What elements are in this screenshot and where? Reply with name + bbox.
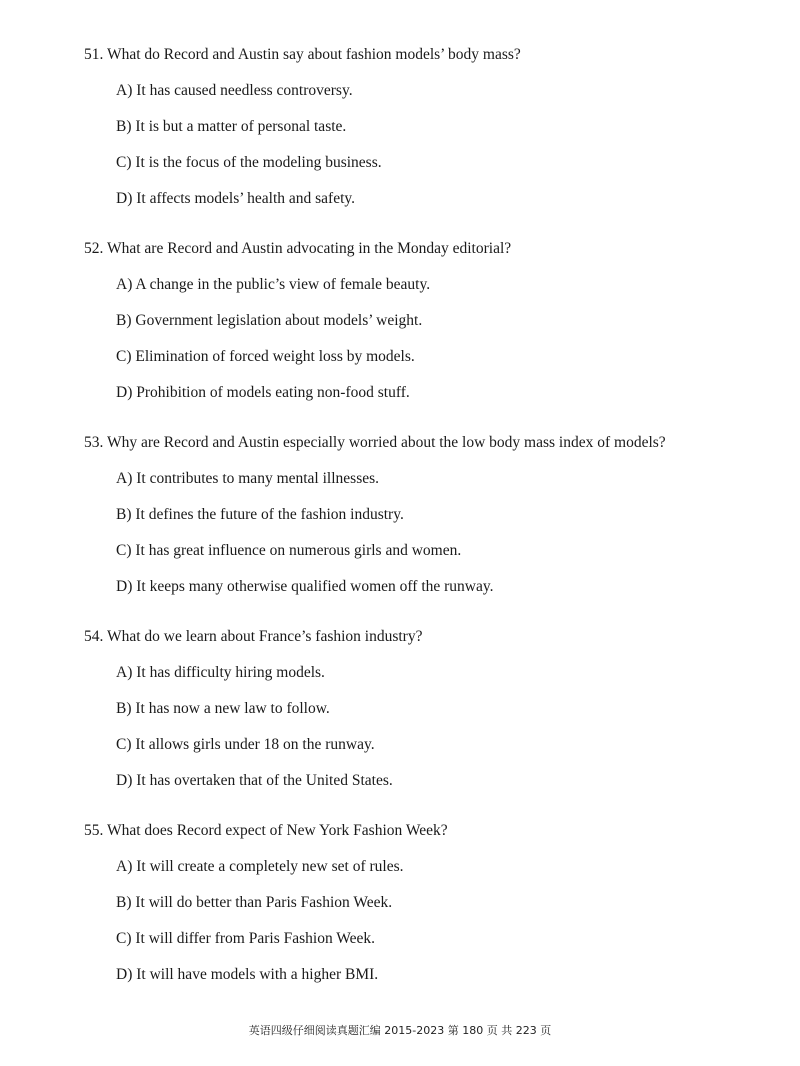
option-c: C) It has great influence on numerous girls and women. (116, 542, 462, 559)
question-51 (84, 44, 764, 210)
question-stem: 55. What does Record expect of New York Fashion Week? (84, 822, 448, 839)
question-52 (84, 238, 764, 404)
option-a: A) It has difficulty hiring models. (116, 664, 325, 681)
option-d: D) Prohibition of models eating non-food stuff. (116, 384, 410, 401)
option-b: B) It has now a new law to follow. (116, 700, 330, 717)
option-c: C) It will differ from Paris Fashion Week. (116, 930, 376, 947)
option-b: B) Government legislation about models’ weight. (116, 312, 423, 329)
option-d: D) It will have models with a higher BMI. (116, 966, 379, 983)
option-a: A) A change in the public’s view of female beauty. (116, 276, 431, 293)
question-53 (84, 432, 764, 598)
question-54 (84, 626, 764, 792)
option-a: A) It will create a completely new set of rules. (116, 858, 404, 875)
option-b: B) It is but a matter of personal taste. (116, 118, 347, 135)
question-stem: 51. What do Record and Austin say about fashion models’ body mass? (84, 46, 521, 63)
question-55 (84, 820, 764, 986)
option-c: C) It is the focus of the modeling business. (116, 154, 382, 171)
option-c: C) Elimination of forced weight loss by models. (116, 348, 415, 365)
page-footer: 英语四级仔细阅读真题汇编 2015-2023 第 180 页 共 223 页 (248, 1024, 552, 1037)
option-c: C) It allows girls under 18 on the runway. (116, 736, 375, 753)
option-d: D) It affects models’ health and safety. (116, 190, 356, 207)
option-b: B) It defines the future of the fashion industry. (116, 506, 404, 523)
option-b: B) It will do better than Paris Fashion Week. (116, 894, 393, 911)
question-stem: 53. Why are Record and Austin especially worried about the low body mass index of models? (84, 434, 666, 451)
option-d: D) It keeps many otherwise qualified women off the runway. (116, 578, 494, 595)
option-a: A) It has caused needless controversy. (116, 82, 353, 99)
option-d: D) It has overtaken that of the United States. (116, 772, 393, 789)
question-stem: 54. What do we learn about France’s fashion industry? (84, 628, 423, 645)
option-a: A) It contributes to many mental illnesses. (116, 470, 380, 487)
question-stem: 52. What are Record and Austin advocating in the Monday editorial? (84, 240, 512, 257)
